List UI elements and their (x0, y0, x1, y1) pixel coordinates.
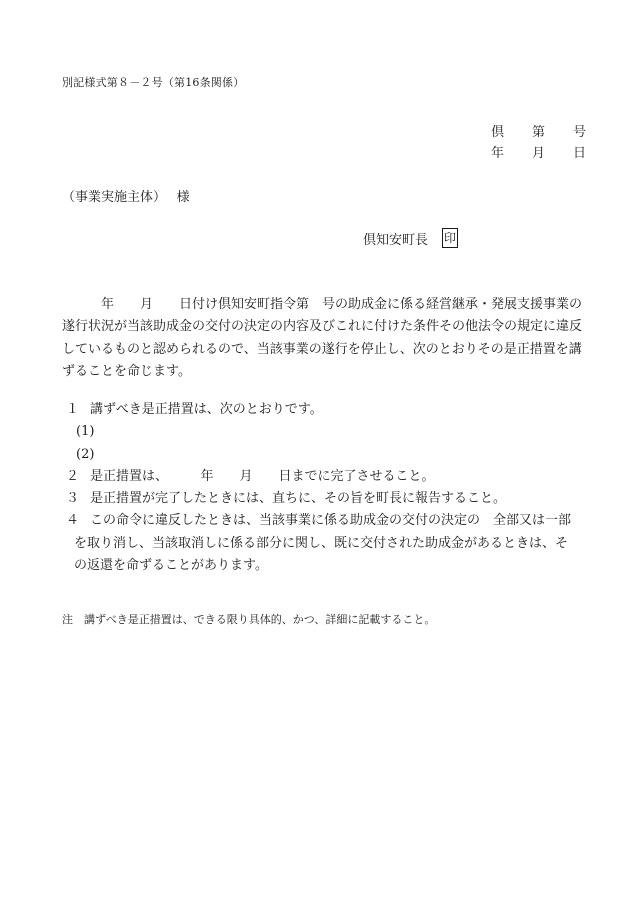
item-text: 講ずべき是正措置は、次のとおりです。 (90, 402, 323, 417)
date-month: 月 (531, 146, 545, 161)
item-3 (62, 488, 583, 510)
sub-item-2: (2) (76, 446, 95, 462)
addressee: （事業実施主体） 様 (62, 190, 190, 205)
date-year: 年 (491, 146, 505, 161)
reference-dai: 第 (531, 125, 545, 140)
date-day: 日 (572, 146, 586, 161)
item-2 (62, 466, 583, 488)
issuer (363, 228, 458, 248)
item-number: ２ (66, 468, 80, 484)
item-1 (62, 399, 583, 421)
reference-go: 号 (572, 125, 586, 140)
form-number: 別記様式第８－２号（第16条関係） (62, 76, 245, 89)
item-number: ３ (66, 491, 80, 507)
seal-mark: 印 (442, 228, 458, 248)
item-text: 是正措置は、 年 月 日までに完了させること。 (90, 468, 435, 484)
issue-date (491, 142, 586, 161)
item-4 (62, 510, 583, 532)
reference-number (491, 121, 586, 140)
body-paragraph: 年 月 日付け倶知安町指令第 号の助成金に係る経営継承・発展支援事業の遂行状況が当該助成金の交付の決定の内容及びこれに付けた条件その他法令の規定に違反しているものと認められるので、当該事業の遂行を停止し、次のとおりその是正措置を講ずることを命じます。 (62, 297, 583, 379)
item-number: ４ (66, 513, 80, 529)
item-number: １ (66, 402, 80, 417)
reference-prefix: 倶 (491, 125, 505, 140)
item-text: 是正措置が完了したときには、直ちに、その旨を町長に報告すること。 (90, 491, 507, 507)
item-4-line-3: の返還を命ずることがあります。 (74, 558, 268, 574)
item-4-line-2: を取り消し、当該取消しに係る部分に関し、既に交付された助成金があるときは、そ (74, 535, 569, 551)
order-items (62, 399, 583, 577)
note: 注 講ずべき是正措置は、できる限り具体的、かつ、詳細に記載すること。 (62, 613, 436, 626)
issuer-name: 倶知安町長 (363, 232, 429, 248)
sub-item-1: (1) (76, 424, 95, 440)
item-text: この命令に違反したときは、当該事業に係る助成金の交付の決定の 全部又は一部 (90, 513, 572, 529)
